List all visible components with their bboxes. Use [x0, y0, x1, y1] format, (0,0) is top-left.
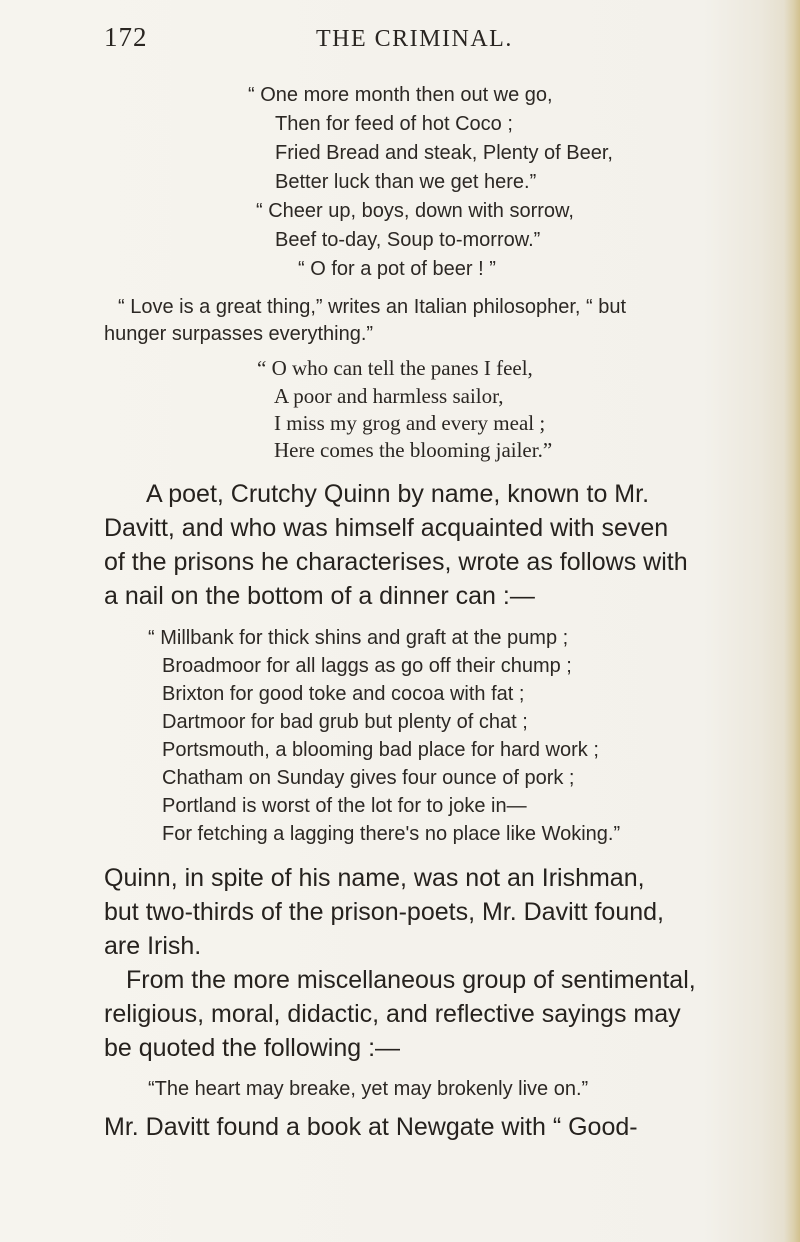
verse-line: “ Cheer up, boys, down with sorrow, [256, 200, 574, 222]
verse-line: For fetching a lagging there's no place like Woking.” [162, 823, 621, 845]
verse-line: Chatham on Sunday gives four ounce of pork ; [162, 767, 575, 789]
verse-line: I miss my grog and every meal ; [274, 411, 546, 435]
page-header [0, 22, 800, 62]
prose-line: Mr. Davitt found a book at Newgate with “ Good- [104, 1113, 638, 1141]
verse-line: A poor and harmless sailor, [274, 384, 504, 408]
verse-line: Here comes the blooming jailer.” [274, 438, 553, 462]
verse-line: Better luck than we get here.” [275, 171, 537, 193]
verse-line: Portsmouth, a blooming bad place for hard work ; [162, 739, 599, 761]
prose-line: Quinn, in spite of his name, was not an Irishman, [104, 864, 645, 892]
verse-line: “ One more month then out we go, [248, 84, 553, 106]
verse-line: “ O for a pot of beer ! ” [298, 258, 496, 280]
prose-line: A poet, Crutchy Quinn by name, known to Mr. [146, 480, 650, 508]
verse-line: Beef to-day, Soup to-morrow.” [275, 229, 541, 251]
prose-line: From the more miscellaneous group of sentimental, [126, 966, 696, 994]
page-number: 172 [104, 22, 148, 52]
running-head: THE CRIMINAL. [316, 26, 513, 52]
prose-line: of the prisons he characterises, wrote as follows with [104, 548, 688, 576]
verse-line: Then for feed of hot Coco ; [275, 113, 513, 135]
prose-line: “ Love is a great thing,” writes an Italian philosopher, “ but [118, 296, 627, 318]
prose-line: hunger surpasses everything.” [104, 323, 374, 345]
prose-line: Davitt, and who was himself acquainted with seven [104, 514, 669, 542]
verse-line: “ O who can tell the panes I feel, [257, 356, 533, 380]
page-edge-shadow [784, 0, 800, 1242]
verse-line: “ Millbank for thick shins and graft at the pump ; [148, 627, 569, 649]
quote-line: “The heart may breake, yet may brokenly live on.” [148, 1078, 589, 1100]
verse-line: Brixton for good toke and cocoa with fat ; [162, 683, 525, 705]
prose-line: be quoted the following :— [104, 1034, 401, 1062]
verse-line: Dartmoor for bad grub but plenty of chat ; [162, 711, 528, 733]
prose-line: religious, moral, didactic, and reflective sayings may [104, 1000, 681, 1028]
verse-line: Portland is worst of the lot for to joke in— [162, 795, 527, 817]
prose-line: but two-thirds of the prison-poets, Mr. Davitt found, [104, 898, 664, 926]
prose-line: a nail on the bottom of a dinner can :— [104, 582, 535, 610]
verse-line: Broadmoor for all laggs as go off their chump ; [162, 655, 572, 677]
verse-line: Fried Bread and steak, Plenty of Beer, [275, 142, 613, 164]
prose-line: are Irish. [104, 932, 202, 960]
